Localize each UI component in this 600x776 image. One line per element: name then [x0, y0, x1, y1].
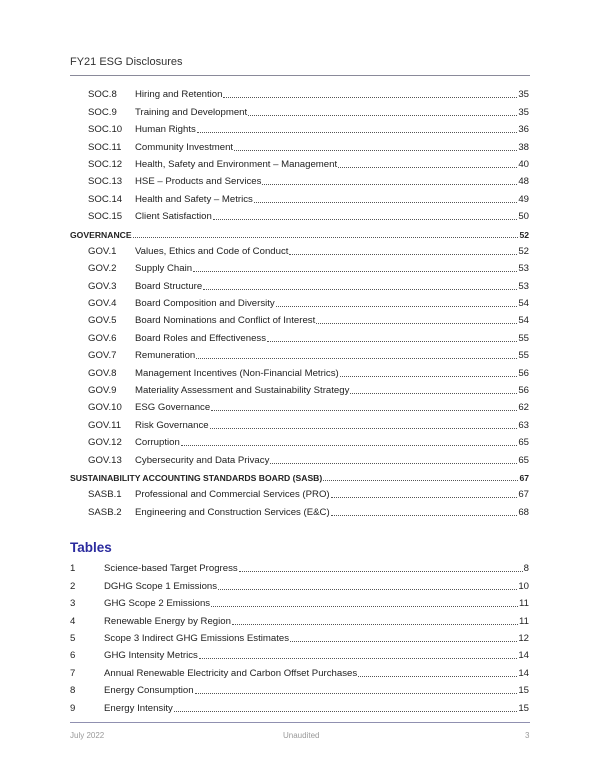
dot-leader: [323, 480, 518, 481]
toc-entry[interactable]: [70, 484, 529, 501]
toc-entry-code: GOV.8: [88, 367, 117, 379]
toc-entry-page: 65: [518, 454, 529, 466]
toc-entry-title: Human Rights: [135, 124, 196, 136]
footer-date: July 2022: [70, 731, 105, 740]
toc-entry-page: 68: [518, 506, 529, 518]
dot-leader: [254, 202, 517, 203]
toc-entry-code: GOV.1: [88, 245, 117, 257]
table-list-entry[interactable]: [70, 610, 529, 627]
toc-entry-page: 67: [518, 489, 529, 501]
dot-leader: [174, 711, 518, 712]
toc-entry-code: GOV.5: [88, 315, 117, 327]
dot-leader: [195, 693, 518, 694]
table-list-entry[interactable]: [70, 628, 529, 645]
dot-leader: [211, 606, 518, 607]
toc-entry-code: GOV.7: [88, 350, 117, 362]
toc-entry-page: 48: [518, 176, 529, 188]
dot-leader: [203, 289, 517, 290]
toc-entry-code: GOV.4: [88, 298, 117, 310]
toc-entry-title: Board Structure: [135, 280, 203, 292]
toc-entry-title: HSE – Products and Services: [135, 176, 262, 188]
toc-entry-code: SOC.8: [88, 89, 117, 101]
toc-entry-title: Health, Safety and Environment – Management: [135, 158, 338, 170]
table-title: Annual Renewable Electricity and Carbon Offset Purchases: [104, 667, 358, 679]
toc-entry-page: 49: [518, 193, 529, 205]
toc-entry[interactable]: [70, 241, 529, 258]
toc-entry[interactable]: [70, 345, 529, 362]
table-number: 7: [70, 667, 76, 679]
toc-entry-page: 55: [518, 332, 529, 344]
table-page: 14: [518, 650, 529, 662]
table-list-entry[interactable]: [70, 662, 529, 679]
table-title: DGHG Scope 1 Emissions: [104, 580, 218, 592]
toc-entry-page: 40: [518, 158, 529, 170]
table-title: Energy Consumption: [104, 685, 194, 697]
toc-entry-page: 50: [518, 211, 529, 223]
dot-leader: [213, 219, 518, 220]
header-divider: [70, 75, 530, 76]
toc-entry-title: Risk Governance: [135, 419, 209, 431]
table-list-entry[interactable]: [70, 680, 529, 697]
toc-entry-page: 35: [518, 89, 529, 101]
table-number: 4: [70, 615, 76, 627]
table-list-entry[interactable]: [70, 645, 529, 662]
table-page: 15: [518, 685, 529, 697]
table-page: 11: [519, 615, 529, 627]
table-page: 11: [519, 598, 529, 610]
dot-leader: [223, 97, 517, 98]
page-number: 3: [525, 731, 530, 740]
toc-entry-code: SASB.1: [88, 489, 122, 501]
table-of-contents: [70, 84, 529, 519]
toc-entry-title: Supply Chain: [135, 263, 193, 275]
toc-entry-page: 35: [518, 106, 529, 118]
toc-entry[interactable]: [70, 397, 529, 414]
toc-entry[interactable]: [70, 327, 529, 344]
table-title: GHG Scope 2 Emissions: [104, 598, 211, 610]
toc-entry-title: Remuneration: [135, 350, 196, 362]
dot-leader: [289, 254, 517, 255]
table-list-entry[interactable]: [70, 558, 529, 575]
toc-entry[interactable]: [70, 380, 529, 397]
toc-section-entry[interactable]: [70, 223, 529, 240]
toc-entry-title: Hiring and Retention: [135, 89, 223, 101]
toc-entry-title: Training and Development: [135, 106, 248, 118]
dot-leader: [211, 410, 517, 411]
toc-entry-title: Board Nominations and Conflict of Interest: [135, 315, 316, 327]
toc-entry[interactable]: [70, 154, 529, 171]
toc-entry-page: 53: [518, 263, 529, 275]
toc-entry-page: 54: [518, 298, 529, 310]
toc-entry-title: Client Satisfaction: [135, 211, 212, 223]
table-page: 8: [523, 563, 529, 575]
toc-entry-title: Board Roles and Effectiveness: [135, 332, 267, 344]
toc-entry-code: SOC.9: [88, 106, 117, 118]
dot-leader: [331, 497, 518, 498]
table-number: 8: [70, 685, 76, 697]
toc-entry-code: GOV.2: [88, 263, 117, 275]
toc-entry[interactable]: [70, 84, 529, 101]
table-page: 10: [518, 580, 529, 592]
toc-entry-title: Materiality Assessment and Sustainability Strategy: [135, 385, 350, 397]
toc-entry-code: GOV.3: [88, 280, 117, 292]
dot-leader: [267, 341, 517, 342]
toc-entry[interactable]: [70, 432, 529, 449]
toc-entry[interactable]: [70, 171, 529, 188]
toc-entry-code: SOC.15: [88, 211, 123, 223]
dot-leader: [210, 428, 518, 429]
toc-entry-code: GOV.10: [88, 402, 122, 414]
toc-entry-title: Values, Ethics and Code of Conduct: [135, 245, 289, 257]
toc-entry[interactable]: [70, 501, 529, 518]
table-page: 15: [518, 702, 529, 714]
toc-entry-page: 56: [518, 367, 529, 379]
table-title: Energy Intensity: [104, 702, 173, 714]
table-number: 5: [70, 632, 76, 644]
dot-leader: [290, 641, 517, 642]
toc-entry[interactable]: [70, 101, 529, 118]
table-page: 14: [518, 667, 529, 679]
footer-status: Unaudited: [283, 731, 320, 740]
toc-entry-page: 38: [518, 141, 529, 153]
toc-entry-page: 62: [518, 402, 529, 414]
table-page: 12: [518, 632, 529, 644]
dot-leader: [338, 167, 517, 168]
toc-entry-title: Corruption: [135, 437, 180, 449]
toc-entry[interactable]: [70, 206, 529, 223]
toc-entry-page: 55: [518, 350, 529, 362]
toc-entry[interactable]: [70, 414, 529, 431]
table-number: 1: [70, 563, 76, 575]
toc-entry-code: SOC.12: [88, 158, 123, 170]
dot-leader: [232, 624, 518, 625]
toc-entry-page: 53: [518, 280, 529, 292]
document-header: FY21 ESG Disclosures: [70, 56, 183, 68]
toc-entry-page: 36: [518, 124, 529, 136]
table-number: 9: [70, 702, 76, 714]
dot-leader: [234, 150, 517, 151]
table-title: Renewable Energy by Region: [104, 615, 231, 627]
dot-leader: [350, 393, 517, 394]
table-list-entry[interactable]: [70, 697, 529, 714]
table-list-entry[interactable]: [70, 575, 529, 592]
toc-entry-title: SUSTAINABILITY ACCOUNTING STANDARDS BOARD (SASB): [70, 472, 323, 483]
table-title: GHG Intensity Metrics: [104, 650, 198, 662]
toc-entry-title: Engineering and Construction Services (E&C): [135, 506, 330, 518]
toc-entry-code: GOV.6: [88, 332, 117, 344]
toc-entry-page: 54: [518, 315, 529, 327]
toc-entry-title: Management Incentives (Non-Financial Metrics): [135, 367, 339, 379]
dot-leader: [197, 132, 518, 133]
table-title: Science-based Target Progress: [104, 563, 238, 575]
dot-leader: [133, 237, 519, 238]
table-number: 2: [70, 580, 76, 592]
toc-entry-title: Cybersecurity and Data Privacy: [135, 454, 270, 466]
toc-entry-code: GOV.11: [88, 419, 122, 431]
table-list-entry[interactable]: [70, 593, 529, 610]
toc-entry-code: GOV.9: [88, 385, 117, 397]
list-of-tables: [70, 558, 529, 715]
toc-entry-page: 52: [519, 229, 529, 240]
toc-entry-code: SASB.2: [88, 506, 122, 518]
toc-entry-title: Board Composition and Diversity: [135, 298, 275, 310]
toc-entry-code: SOC.14: [88, 193, 123, 205]
dot-leader: [358, 676, 517, 677]
dot-leader: [276, 306, 518, 307]
toc-entry[interactable]: [70, 275, 529, 292]
footer-divider: [70, 722, 530, 723]
toc-entry[interactable]: [70, 136, 529, 153]
tables-heading: Tables: [70, 540, 112, 555]
toc-entry-title: Professional and Commercial Services (PRO): [135, 489, 330, 501]
toc-entry-code: SOC.13: [88, 176, 123, 188]
toc-entry-page: 52: [518, 245, 529, 257]
toc-entry-title: Community Investment: [135, 141, 234, 153]
toc-entry-page: 63: [518, 419, 529, 431]
toc-entry-title: GOVERNANCE: [70, 229, 132, 240]
toc-entry-code: SOC.11: [88, 141, 122, 153]
dot-leader: [340, 376, 518, 377]
toc-entry-code: SOC.10: [88, 124, 123, 136]
toc-entry[interactable]: [70, 449, 529, 466]
toc-entry-code: GOV.13: [88, 454, 122, 466]
dot-leader: [196, 358, 517, 359]
toc-entry[interactable]: [70, 188, 529, 205]
toc-entry[interactable]: [70, 362, 529, 379]
toc-entry-page: 67: [519, 472, 529, 483]
toc-entry[interactable]: [70, 258, 529, 275]
toc-entry-title: ESG Governance: [135, 402, 211, 414]
dot-leader: [181, 445, 518, 446]
table-number: 3: [70, 598, 76, 610]
toc-entry-page: 65: [518, 437, 529, 449]
toc-entry[interactable]: [70, 119, 529, 136]
dot-leader: [316, 323, 517, 324]
table-title: Scope 3 Indirect GHG Emissions Estimates: [104, 632, 290, 644]
toc-entry-code: GOV.12: [88, 437, 122, 449]
dot-leader: [262, 184, 517, 185]
toc-section-entry[interactable]: [70, 467, 529, 484]
dot-leader: [239, 571, 523, 572]
dot-leader: [248, 115, 517, 116]
toc-entry-page: 56: [518, 385, 529, 397]
toc-entry[interactable]: [70, 310, 529, 327]
dot-leader: [193, 271, 517, 272]
dot-leader: [199, 658, 518, 659]
dot-leader: [270, 463, 517, 464]
dot-leader: [218, 589, 517, 590]
table-number: 6: [70, 650, 76, 662]
toc-entry[interactable]: [70, 293, 529, 310]
toc-entry-title: Health and Safety – Metrics: [135, 193, 253, 205]
dot-leader: [331, 515, 518, 516]
